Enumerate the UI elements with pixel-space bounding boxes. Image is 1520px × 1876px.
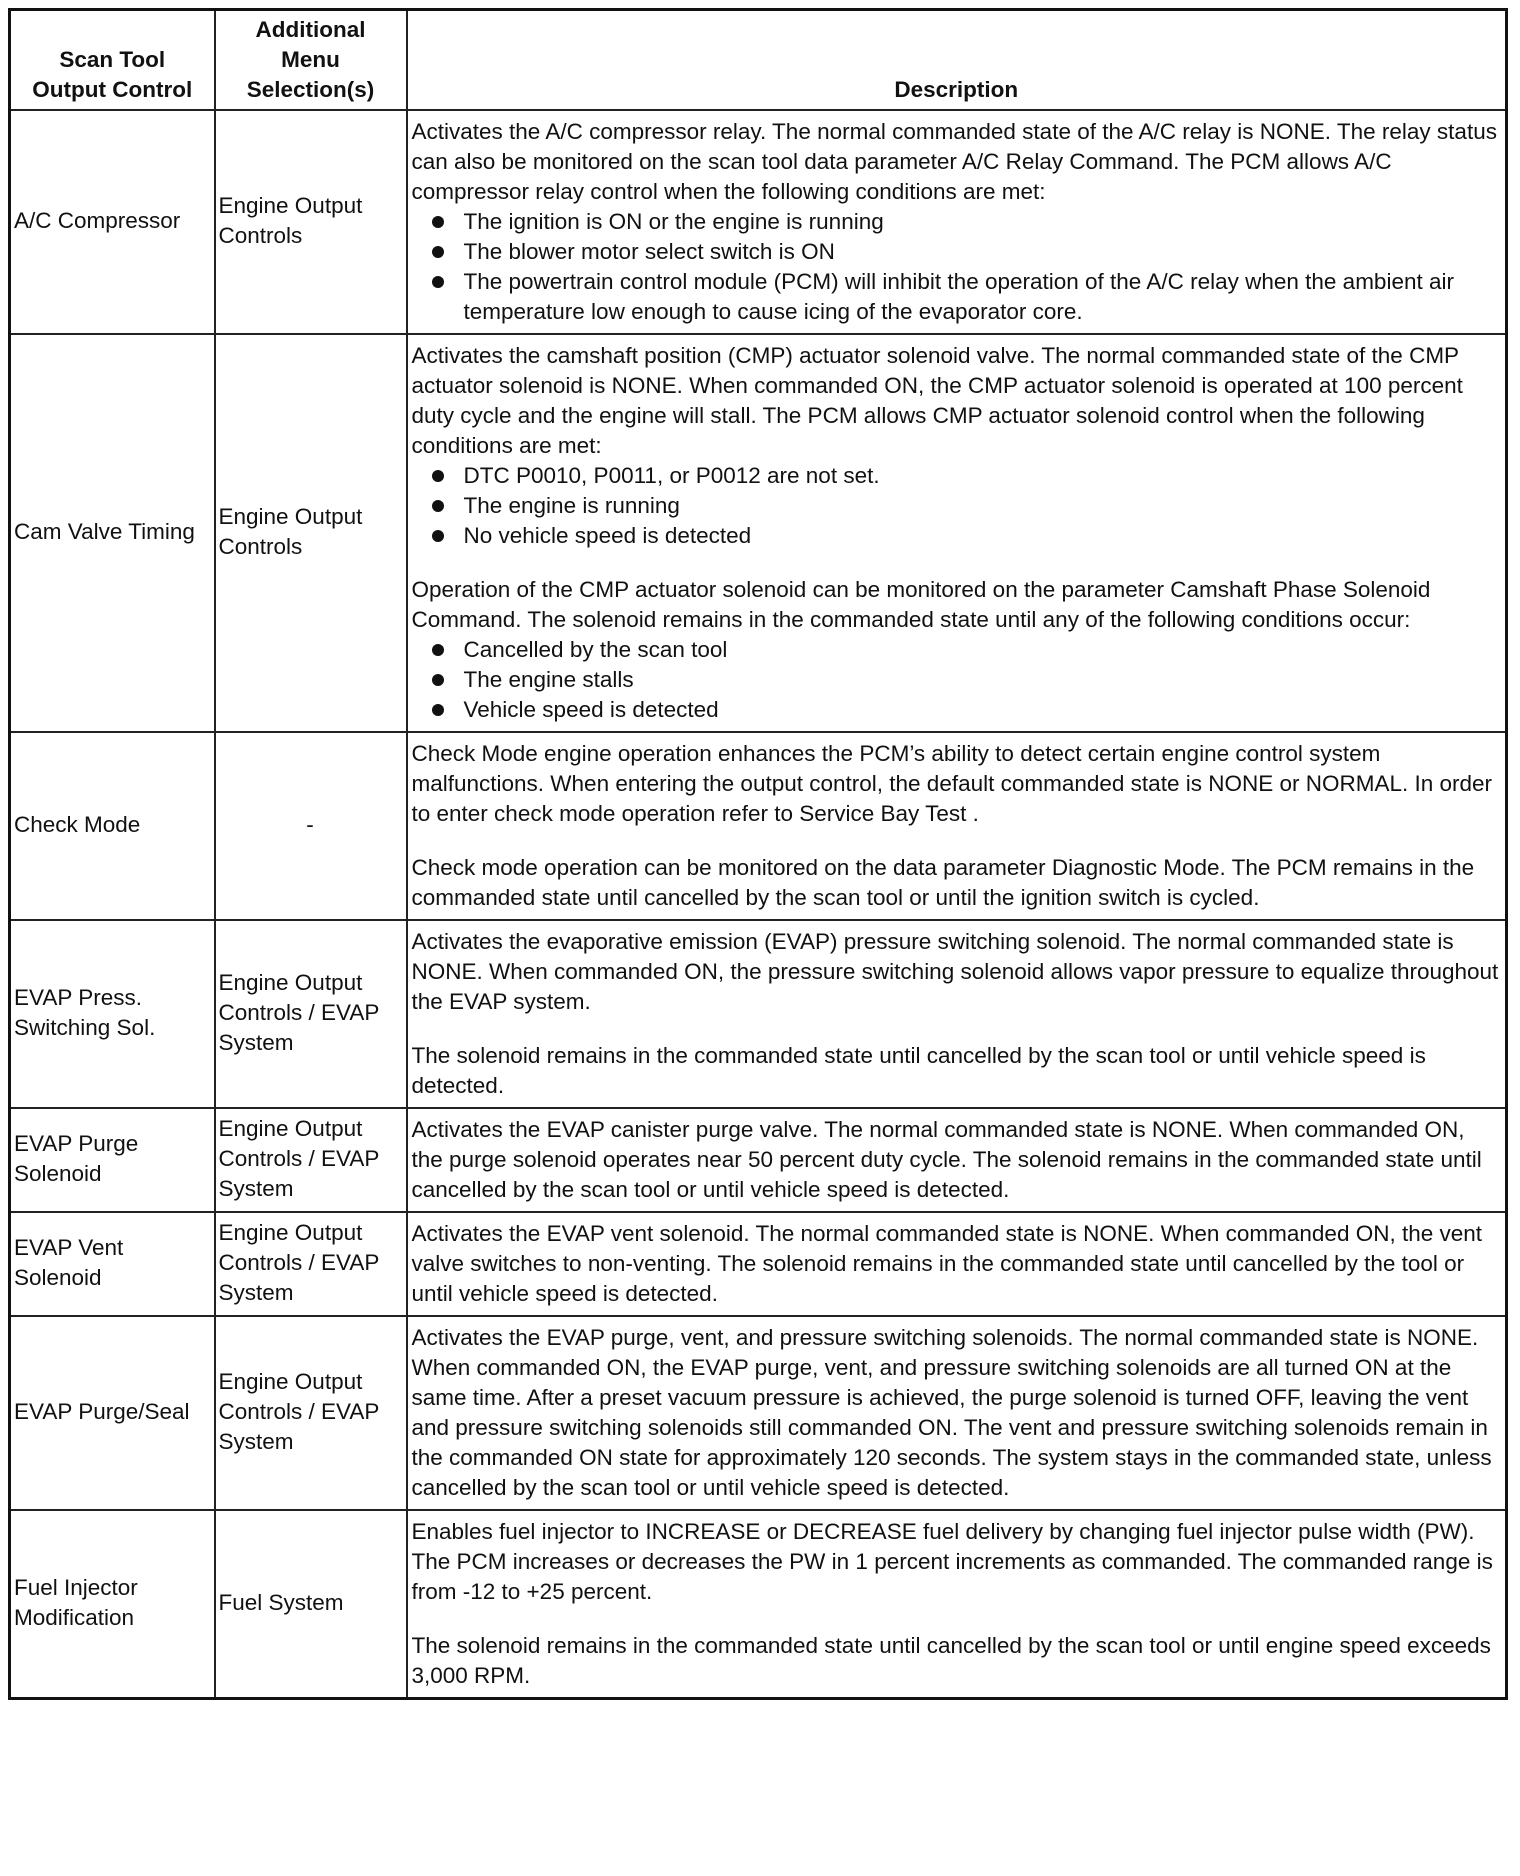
bullet-icon [432, 674, 444, 686]
description-cell [407, 1316, 1507, 1510]
description-cell [407, 110, 1507, 334]
output-control-cell: A/C Compressor [10, 110, 215, 334]
table-row [10, 1316, 1507, 1510]
menu-selection-cell: Engine Output Controls / EVAP System [215, 1316, 407, 1510]
header-menu-selection: Additional Menu Selection(s) [215, 10, 407, 110]
description-cell [407, 920, 1507, 1108]
bullet-icon [432, 530, 444, 542]
header-description: Description [407, 10, 1507, 110]
description-cell [407, 1510, 1507, 1699]
bullet-icon [432, 246, 444, 258]
description-paragraph: Check Mode engine operation enhances the PCM’s ability to detect certain engine control system malfunctions. When entering the output control, the default commanded state is NONE or NORMAL. In order to enter check mode operation refer to Service Bay Test . [411, 740, 1493, 826]
menu-selection-cell: Engine Output Controls / EVAP System [215, 1108, 407, 1212]
table-row [10, 732, 1507, 920]
output-control-cell: Check Mode [10, 732, 215, 920]
output-control-cell: Cam Valve Timing [10, 334, 215, 732]
output-control-cell: EVAP Press. Switching Sol. [10, 920, 215, 1108]
output-control-cell: EVAP Purge Solenoid [10, 1108, 215, 1212]
description-paragraph: The solenoid remains in the commanded state until cancelled by the scan tool or until engine speed exceeds 3,000 RPM. [411, 1632, 1491, 1688]
header-row [10, 10, 1507, 110]
condition-list-item [432, 267, 1500, 327]
condition-list-item [432, 491, 1500, 521]
menu-selection-cell: Fuel System [215, 1510, 407, 1699]
output-control-cell: Fuel Injector Modification [10, 1510, 215, 1699]
description-cell [407, 1108, 1507, 1212]
condition-text: The blower motor select switch is ON [463, 238, 835, 264]
condition-text: Cancelled by the scan tool [463, 636, 728, 662]
condition-list [412, 207, 1500, 327]
table-row [10, 1108, 1507, 1212]
bullet-icon [432, 704, 444, 716]
condition-text: Vehicle speed is detected [463, 696, 719, 722]
condition-list-item [432, 665, 1500, 695]
menu-selection-cell: Engine Output Controls / EVAP System [215, 1212, 407, 1316]
description-paragraph: Activates the EVAP purge, vent, and pressure switching solenoids. The normal commanded state is NONE. When commanded ON, the EVAP purge, vent, and pressure switching solenoids are all turned ON at the same time. After a preset vacuum pressure is achieved, the purge solenoid is turned OFF, leaving the vent and pressure switching solenoids still commanded ON. The vent and pressure switching solenoids remain in the commanded ON state for approximately 120 seconds. The system stays in the commanded state, unless cancelled by the scan tool or until vehicle speed is detected. [411, 1324, 1492, 1500]
menu-selection-cell: Engine Output Controls [215, 110, 407, 334]
output-control-cell: EVAP Vent Solenoid [10, 1212, 215, 1316]
condition-list-item [432, 461, 1500, 491]
table-row [10, 334, 1507, 732]
bullet-icon [432, 500, 444, 512]
bullet-icon [432, 276, 444, 288]
table-row [10, 110, 1507, 334]
condition-text: The engine is running [463, 492, 680, 518]
condition-list-item [432, 207, 1500, 237]
description-paragraph: Operation of the CMP actuator solenoid can be monitored on the parameter Camshaft Phase Solenoid Command. The solenoid remains in the commanded state until any of the following conditions occur: [411, 576, 1431, 632]
condition-text: The powertrain control module (PCM) will inhibit the operation of the A/C relay when the ambient air temperature low enough to cause icing of the evaporator core. [463, 268, 1454, 324]
condition-list [412, 461, 1500, 551]
condition-text: The engine stalls [463, 666, 634, 692]
condition-text: The ignition is ON or the engine is running [463, 208, 884, 234]
menu-selection-cell: Engine Output Controls [215, 334, 407, 732]
description-cell [407, 1212, 1507, 1316]
description-paragraph: Activates the EVAP vent solenoid. The normal commanded state is NONE. When commanded ON, the vent valve switches to non-venting. The solenoid remains in the commanded state until cancelled by the tool or until vehicle speed is detected. [411, 1220, 1483, 1306]
condition-list-item [432, 237, 1500, 267]
header-output-control: Scan Tool Output Control [10, 10, 215, 110]
description-paragraph: Activates the camshaft position (CMP) actuator solenoid valve. The normal commanded state of the CMP actuator solenoid is NONE. When commanded ON, the CMP actuator solenoid is operated at 100 percent duty cycle and the engine will stall. The PCM allows CMP actuator solenoid control when the following conditions are met: [411, 342, 1463, 458]
table-row [10, 1212, 1507, 1316]
condition-list-item [432, 695, 1500, 725]
description-cell [407, 732, 1507, 920]
condition-text: DTC P0010, P0011, or P0012 are not set. [463, 462, 880, 488]
condition-text: No vehicle speed is detected [463, 522, 752, 548]
description-paragraph: Activates the evaporative emission (EVAP) pressure switching solenoid. The normal commanded state is NONE. When commanded ON, the pressure switching solenoid allows vapor pressure to equalize throughout the EVAP system. [411, 928, 1499, 1014]
output-control-cell: EVAP Purge/Seal [10, 1316, 215, 1510]
output-controls-table [8, 8, 1508, 1700]
table-row [10, 920, 1507, 1108]
description-paragraph: Enables fuel injector to INCREASE or DECREASE fuel delivery by changing fuel injector pulse width (PW). The PCM increases or decreases the PW in 1 percent increments as commanded. The commanded range is from -12 to +25 percent. [411, 1518, 1493, 1604]
description-cell [407, 334, 1507, 732]
menu-selection-cell: Engine Output Controls / EVAP System [215, 920, 407, 1108]
description-paragraph: Activates the EVAP canister purge valve. The normal commanded state is NONE. When commanded ON, the purge solenoid operates near 50 percent duty cycle. The solenoid remains in the commanded state until cancelled by the scan tool or until vehicle speed is detected. [411, 1116, 1482, 1202]
menu-selection-cell: - [215, 732, 407, 920]
condition-list-item [432, 635, 1500, 665]
condition-list [412, 635, 1500, 725]
description-paragraph: Check mode operation can be monitored on the data parameter Diagnostic Mode. The PCM remains in the commanded state until cancelled by the scan tool or until the ignition switch is cycled. [411, 854, 1475, 910]
bullet-icon [432, 644, 444, 656]
table-row [10, 1510, 1507, 1699]
description-paragraph: Activates the A/C compressor relay. The normal commanded state of the A/C relay is NONE. The relay status can also be monitored on the scan tool data parameter A/C Relay Command. The PCM allows A/C compressor relay control when the following conditions are met: [411, 118, 1497, 204]
condition-list-item [432, 521, 1500, 551]
bullet-icon [432, 470, 444, 482]
bullet-icon [432, 216, 444, 228]
description-paragraph: The solenoid remains in the commanded state until cancelled by the scan tool or until vehicle speed is detected. [411, 1042, 1426, 1098]
